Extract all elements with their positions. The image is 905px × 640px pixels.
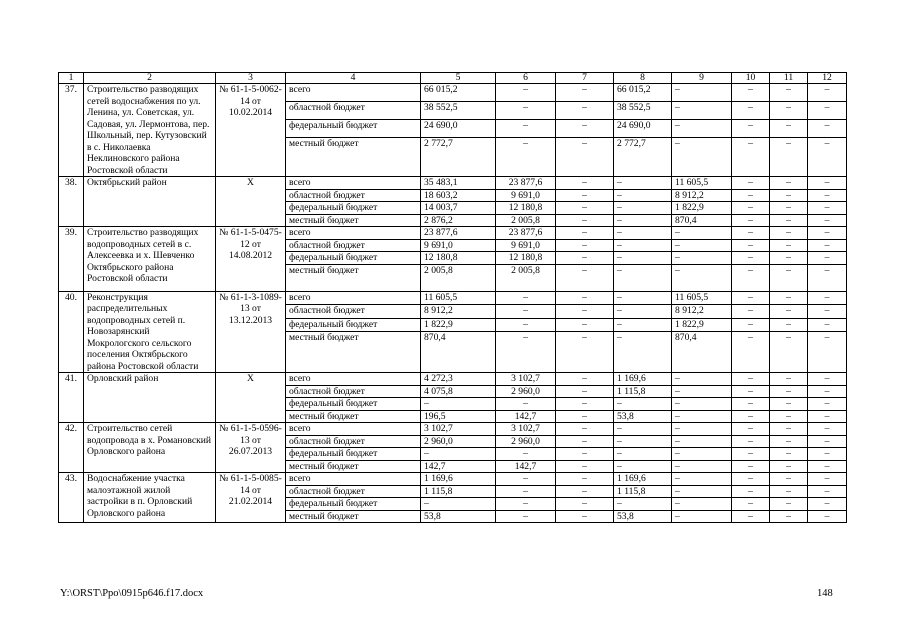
amount-cell: –: [732, 102, 770, 120]
funding-source: местный бюджет: [286, 460, 421, 473]
amount-cell: –: [770, 177, 808, 190]
entry-number: 43.: [59, 473, 84, 523]
amount-cell: 1 115,8: [614, 485, 672, 498]
amount-cell: –: [614, 448, 672, 461]
amount-cell: 870,4: [672, 332, 732, 373]
column-number: 12: [808, 73, 847, 84]
amount-cell: –: [496, 318, 556, 332]
amount-cell: –: [496, 448, 556, 461]
amount-cell: –: [496, 510, 556, 523]
amount-cell: 1 169,6: [614, 473, 672, 486]
object-name: Водоснабжение участка малоэтажной жилой застройки в п. Орловский Орловского района: [84, 473, 216, 523]
amount-cell: –: [770, 410, 808, 423]
amount-cell: 11 605,5: [672, 177, 732, 190]
amount-cell: 18 603,2: [421, 189, 496, 202]
amount-cell: –: [672, 435, 732, 448]
entry-number: 41.: [59, 373, 84, 423]
amount-cell: –: [614, 435, 672, 448]
funding-source: федеральный бюджет: [286, 398, 421, 411]
amount-cell: –: [556, 305, 614, 319]
amount-cell: –: [556, 510, 614, 523]
amount-cell: 8 912,2: [672, 189, 732, 202]
amount-cell: –: [614, 460, 672, 473]
funding-source: федеральный бюджет: [286, 120, 421, 138]
amount-cell: –: [496, 498, 556, 511]
amount-cell: 35 483,1: [421, 177, 496, 190]
document-reference: Х: [216, 177, 286, 227]
amount-cell: –: [732, 214, 770, 227]
table-row: [59, 373, 847, 386]
amount-cell: –: [496, 84, 556, 102]
table-row: [59, 423, 847, 436]
amount-cell: –: [556, 177, 614, 190]
amount-cell: –: [732, 264, 770, 291]
table-row: [59, 177, 847, 190]
amount-cell: –: [496, 291, 556, 305]
amount-cell: –: [421, 398, 496, 411]
amount-cell: –: [770, 291, 808, 305]
table-row: [59, 473, 847, 486]
amount-cell: 4 075,8: [421, 385, 496, 398]
amount-cell: –: [732, 473, 770, 486]
amount-cell: 11 605,5: [672, 291, 732, 305]
amount-cell: –: [614, 189, 672, 202]
amount-cell: –: [556, 318, 614, 332]
amount-cell: –: [732, 227, 770, 240]
amount-cell: –: [556, 460, 614, 473]
amount-cell: –: [732, 498, 770, 511]
amount-cell: –: [770, 485, 808, 498]
amount-cell: –: [614, 291, 672, 305]
amount-cell: –: [770, 473, 808, 486]
amount-cell: –: [808, 485, 847, 498]
amount-cell: –: [496, 332, 556, 373]
amount-cell: –: [614, 252, 672, 265]
amount-cell: 3 102,7: [496, 423, 556, 436]
amount-cell: –: [672, 138, 732, 177]
amount-cell: –: [808, 318, 847, 332]
amount-cell: –: [556, 138, 614, 177]
amount-cell: 1 115,8: [614, 385, 672, 398]
amount-cell: –: [732, 305, 770, 319]
amount-cell: –: [732, 460, 770, 473]
amount-cell: –: [732, 84, 770, 102]
entry-number: 38.: [59, 177, 84, 227]
amount-cell: –: [556, 485, 614, 498]
amount-cell: –: [732, 485, 770, 498]
amount-cell: 9 691,0: [496, 189, 556, 202]
funding-source: всего: [286, 84, 421, 102]
funding-source: всего: [286, 373, 421, 386]
amount-cell: 53,8: [421, 510, 496, 523]
amount-cell: –: [808, 138, 847, 177]
amount-cell: –: [732, 177, 770, 190]
document-reference: Х: [216, 373, 286, 423]
amount-cell: –: [672, 460, 732, 473]
amount-cell: –: [556, 214, 614, 227]
amount-cell: –: [808, 214, 847, 227]
amount-cell: –: [808, 448, 847, 461]
funding-source: областной бюджет: [286, 102, 421, 120]
amount-cell: –: [770, 448, 808, 461]
amount-cell: –: [770, 264, 808, 291]
amount-cell: 23 877,6: [496, 227, 556, 240]
funding-source: всего: [286, 291, 421, 305]
amount-cell: –: [496, 120, 556, 138]
document-reference: № 61-1-5-0475-12 от 14.08.2012: [216, 227, 286, 292]
amount-cell: –: [732, 291, 770, 305]
page-number: 148: [817, 588, 833, 599]
amount-cell: –: [770, 138, 808, 177]
funding-source: областной бюджет: [286, 305, 421, 319]
amount-cell: 24 690,0: [421, 120, 496, 138]
amount-cell: –: [732, 252, 770, 265]
amount-cell: –: [614, 239, 672, 252]
amount-cell: 53,8: [614, 510, 672, 523]
amount-cell: –: [808, 305, 847, 319]
funding-source: федеральный бюджет: [286, 202, 421, 215]
amount-cell: –: [556, 252, 614, 265]
document-reference: № 61-1-5-0596-13 от 26.07.2013: [216, 423, 286, 473]
amount-cell: –: [556, 239, 614, 252]
amount-cell: 24 690,0: [614, 120, 672, 138]
funding-source: местный бюджет: [286, 510, 421, 523]
amount-cell: –: [808, 373, 847, 386]
amount-cell: 142,7: [496, 460, 556, 473]
amount-cell: –: [770, 435, 808, 448]
amount-cell: –: [732, 373, 770, 386]
amount-cell: 1 169,6: [614, 373, 672, 386]
amount-cell: –: [808, 460, 847, 473]
amount-cell: –: [672, 252, 732, 265]
amount-cell: –: [808, 473, 847, 486]
amount-cell: –: [770, 84, 808, 102]
entry-number: 42.: [59, 423, 84, 473]
column-number: 1: [59, 73, 84, 84]
amount-cell: –: [556, 448, 614, 461]
amount-cell: –: [556, 385, 614, 398]
amount-cell: –: [421, 448, 496, 461]
amount-cell: –: [808, 332, 847, 373]
amount-cell: –: [672, 239, 732, 252]
amount-cell: –: [672, 510, 732, 523]
amount-cell: 8 912,2: [672, 305, 732, 319]
funding-source: областной бюджет: [286, 385, 421, 398]
amount-cell: –: [556, 410, 614, 423]
amount-cell: –: [556, 473, 614, 486]
amount-cell: 870,4: [672, 214, 732, 227]
amount-cell: 3 102,7: [421, 423, 496, 436]
amount-cell: –: [808, 264, 847, 291]
amount-cell: –: [770, 460, 808, 473]
amount-cell: –: [556, 332, 614, 373]
amount-cell: 12 180,8: [421, 252, 496, 265]
amount-cell: –: [808, 84, 847, 102]
amount-cell: –: [808, 177, 847, 190]
amount-cell: –: [770, 385, 808, 398]
amount-cell: –: [808, 385, 847, 398]
amount-cell: –: [808, 410, 847, 423]
amount-cell: –: [672, 120, 732, 138]
amount-cell: –: [421, 498, 496, 511]
amount-cell: 1 169,6: [421, 473, 496, 486]
column-number: 6: [496, 73, 556, 84]
amount-cell: –: [556, 264, 614, 291]
amount-cell: 2 772,7: [421, 138, 496, 177]
amount-cell: –: [770, 305, 808, 319]
funding-source: местный бюджет: [286, 410, 421, 423]
funding-source: всего: [286, 423, 421, 436]
amount-cell: 2 960,0: [421, 435, 496, 448]
amount-cell: –: [672, 385, 732, 398]
amount-cell: –: [770, 202, 808, 215]
amount-cell: –: [672, 373, 732, 386]
column-number: 10: [732, 73, 770, 84]
amount-cell: –: [672, 448, 732, 461]
amount-cell: –: [770, 318, 808, 332]
amount-cell: –: [732, 332, 770, 373]
amount-cell: –: [770, 120, 808, 138]
amount-cell: –: [556, 84, 614, 102]
column-number-row: [59, 73, 847, 84]
amount-cell: 38 552,5: [421, 102, 496, 120]
column-number: 8: [614, 73, 672, 84]
column-number: 4: [286, 73, 421, 84]
amount-cell: –: [732, 448, 770, 461]
amount-cell: –: [614, 177, 672, 190]
amount-cell: –: [556, 202, 614, 215]
amount-cell: 142,7: [496, 410, 556, 423]
funding-source: федеральный бюджет: [286, 318, 421, 332]
column-number: 3: [216, 73, 286, 84]
amount-cell: –: [808, 202, 847, 215]
table-row: [59, 291, 847, 305]
amount-cell: –: [556, 373, 614, 386]
amount-cell: –: [614, 332, 672, 373]
amount-cell: –: [770, 398, 808, 411]
funding-source: местный бюджет: [286, 332, 421, 373]
amount-cell: 2 960,0: [496, 385, 556, 398]
funding-source: всего: [286, 227, 421, 240]
document-path: Y:\ORST\Ppo\0915p646.f17.docx: [60, 588, 204, 599]
amount-cell: –: [808, 239, 847, 252]
amount-cell: –: [496, 138, 556, 177]
amount-cell: –: [556, 398, 614, 411]
entry-number: 40.: [59, 291, 84, 373]
amount-cell: –: [672, 473, 732, 486]
amount-cell: 4 272,3: [421, 373, 496, 386]
amount-cell: 2 876,2: [421, 214, 496, 227]
amount-cell: –: [808, 498, 847, 511]
amount-cell: 8 912,2: [421, 305, 496, 319]
amount-cell: 870,4: [421, 332, 496, 373]
funding-source: областной бюджет: [286, 189, 421, 202]
amount-cell: –: [614, 305, 672, 319]
amount-cell: –: [732, 423, 770, 436]
amount-cell: –: [770, 423, 808, 436]
amount-cell: –: [672, 485, 732, 498]
column-number: 5: [421, 73, 496, 84]
amount-cell: –: [732, 138, 770, 177]
amount-cell: –: [496, 398, 556, 411]
funding-source: всего: [286, 177, 421, 190]
table-row: [59, 84, 847, 102]
amount-cell: –: [732, 510, 770, 523]
amount-cell: –: [496, 102, 556, 120]
funding-source: областной бюджет: [286, 239, 421, 252]
amount-cell: 23 877,6: [421, 227, 496, 240]
amount-cell: –: [732, 120, 770, 138]
amount-cell: –: [496, 485, 556, 498]
amount-cell: 23 877,6: [496, 177, 556, 190]
amount-cell: 12 180,8: [496, 252, 556, 265]
amount-cell: 2 005,8: [496, 264, 556, 291]
amount-cell: –: [614, 202, 672, 215]
amount-cell: –: [808, 510, 847, 523]
document-reference: № 61-1-5-0085-14 от 21.02.2014: [216, 473, 286, 523]
amount-cell: 2 960,0: [496, 435, 556, 448]
amount-cell: 1 822,9: [672, 202, 732, 215]
amount-cell: –: [672, 498, 732, 511]
object-name: Октябрьский район: [84, 177, 216, 227]
amount-cell: –: [496, 473, 556, 486]
amount-cell: –: [672, 398, 732, 411]
amount-cell: –: [732, 385, 770, 398]
amount-cell: –: [808, 252, 847, 265]
amount-cell: –: [770, 332, 808, 373]
amount-cell: –: [808, 189, 847, 202]
amount-cell: –: [672, 102, 732, 120]
amount-cell: –: [672, 410, 732, 423]
amount-cell: –: [614, 227, 672, 240]
amount-cell: –: [732, 435, 770, 448]
funding-source: местный бюджет: [286, 138, 421, 177]
amount-cell: –: [770, 510, 808, 523]
amount-cell: 9 691,0: [421, 239, 496, 252]
amount-cell: –: [732, 239, 770, 252]
amount-cell: –: [556, 227, 614, 240]
amount-cell: 11 605,5: [421, 291, 496, 305]
amount-cell: –: [556, 423, 614, 436]
amount-cell: 53,8: [614, 410, 672, 423]
amount-cell: –: [614, 423, 672, 436]
amount-cell: –: [808, 435, 847, 448]
amount-cell: 142,7: [421, 460, 496, 473]
object-name: Строительство разводящих водопроводных сетей в с. Алексеевка и х. Шевченко Октябрьского района Ростовской области: [84, 227, 216, 292]
amount-cell: –: [614, 398, 672, 411]
amount-cell: 1 822,9: [421, 318, 496, 332]
amount-cell: –: [808, 291, 847, 305]
amount-cell: 9 691,0: [496, 239, 556, 252]
funding-source: федеральный бюджет: [286, 252, 421, 265]
amount-cell: –: [556, 435, 614, 448]
amount-cell: 1 115,8: [421, 485, 496, 498]
amount-cell: 1 822,9: [672, 318, 732, 332]
amount-cell: –: [808, 398, 847, 411]
amount-cell: –: [770, 189, 808, 202]
entry-number: 37.: [59, 84, 84, 177]
funding-source: местный бюджет: [286, 264, 421, 291]
amount-cell: –: [732, 189, 770, 202]
amount-cell: –: [556, 291, 614, 305]
amount-cell: –: [770, 214, 808, 227]
column-number: 9: [672, 73, 732, 84]
amount-cell: –: [556, 498, 614, 511]
object-name: Реконструкция распределительных водопроводных сетей п. Новозарянский Мокрологского сельского поселения Октябрьского района Ростовской области: [84, 291, 216, 373]
funding-source: областной бюджет: [286, 485, 421, 498]
amount-cell: 66 015,2: [421, 84, 496, 102]
document-reference: № 61-1-3-1089-13 от 13.12.2013: [216, 291, 286, 373]
funding-source: областной бюджет: [286, 435, 421, 448]
object-name: Орловский район: [84, 373, 216, 423]
funding-source: местный бюджет: [286, 214, 421, 227]
amount-cell: –: [556, 189, 614, 202]
amount-cell: –: [808, 102, 847, 120]
funding-source: федеральный бюджет: [286, 498, 421, 511]
amount-cell: –: [732, 202, 770, 215]
amount-cell: –: [770, 498, 808, 511]
amount-cell: –: [614, 264, 672, 291]
amount-cell: –: [732, 318, 770, 332]
amount-cell: –: [732, 398, 770, 411]
amount-cell: 14 003,7: [421, 202, 496, 215]
column-number: 2: [84, 73, 216, 84]
amount-cell: 2 005,8: [496, 214, 556, 227]
funding-source: всего: [286, 473, 421, 486]
amount-cell: 196,5: [421, 410, 496, 423]
amount-cell: –: [614, 214, 672, 227]
amount-cell: –: [770, 239, 808, 252]
amount-cell: 38 552,5: [614, 102, 672, 120]
amount-cell: 66 015,2: [614, 84, 672, 102]
amount-cell: 12 180,8: [496, 202, 556, 215]
amount-cell: –: [672, 227, 732, 240]
amount-cell: –: [770, 227, 808, 240]
amount-cell: –: [732, 410, 770, 423]
amount-cell: –: [556, 102, 614, 120]
amount-cell: –: [672, 423, 732, 436]
amount-cell: 3 102,7: [496, 373, 556, 386]
amount-cell: –: [808, 423, 847, 436]
document-reference: № 61-1-5-0062-14 от 10.02.2014: [216, 84, 286, 177]
entry-number: 39.: [59, 227, 84, 292]
budget-table: [58, 72, 847, 523]
amount-cell: –: [672, 84, 732, 102]
amount-cell: –: [496, 305, 556, 319]
column-number: 7: [556, 73, 614, 84]
amount-cell: 2 772,7: [614, 138, 672, 177]
amount-cell: –: [770, 373, 808, 386]
object-name: Строительство разводящих сетей водоснабжения по ул. Ленина, ул. Советская, ул. Садовая, ул. Лермонтова, пер. Школьный, пер. Кутузовский в с. Николаевка Неклиновского района Ростовской области: [84, 84, 216, 177]
column-number: 11: [770, 73, 808, 84]
amount-cell: –: [770, 102, 808, 120]
amount-cell: –: [770, 252, 808, 265]
table-row: [59, 227, 847, 240]
funding-source: федеральный бюджет: [286, 448, 421, 461]
object-name: Строительство сетей водопровода в х. Романовский Орловского района: [84, 423, 216, 473]
amount-cell: –: [808, 227, 847, 240]
amount-cell: 2 005,8: [421, 264, 496, 291]
amount-cell: –: [556, 120, 614, 138]
amount-cell: –: [672, 264, 732, 291]
amount-cell: –: [614, 498, 672, 511]
amount-cell: –: [614, 318, 672, 332]
amount-cell: –: [808, 120, 847, 138]
